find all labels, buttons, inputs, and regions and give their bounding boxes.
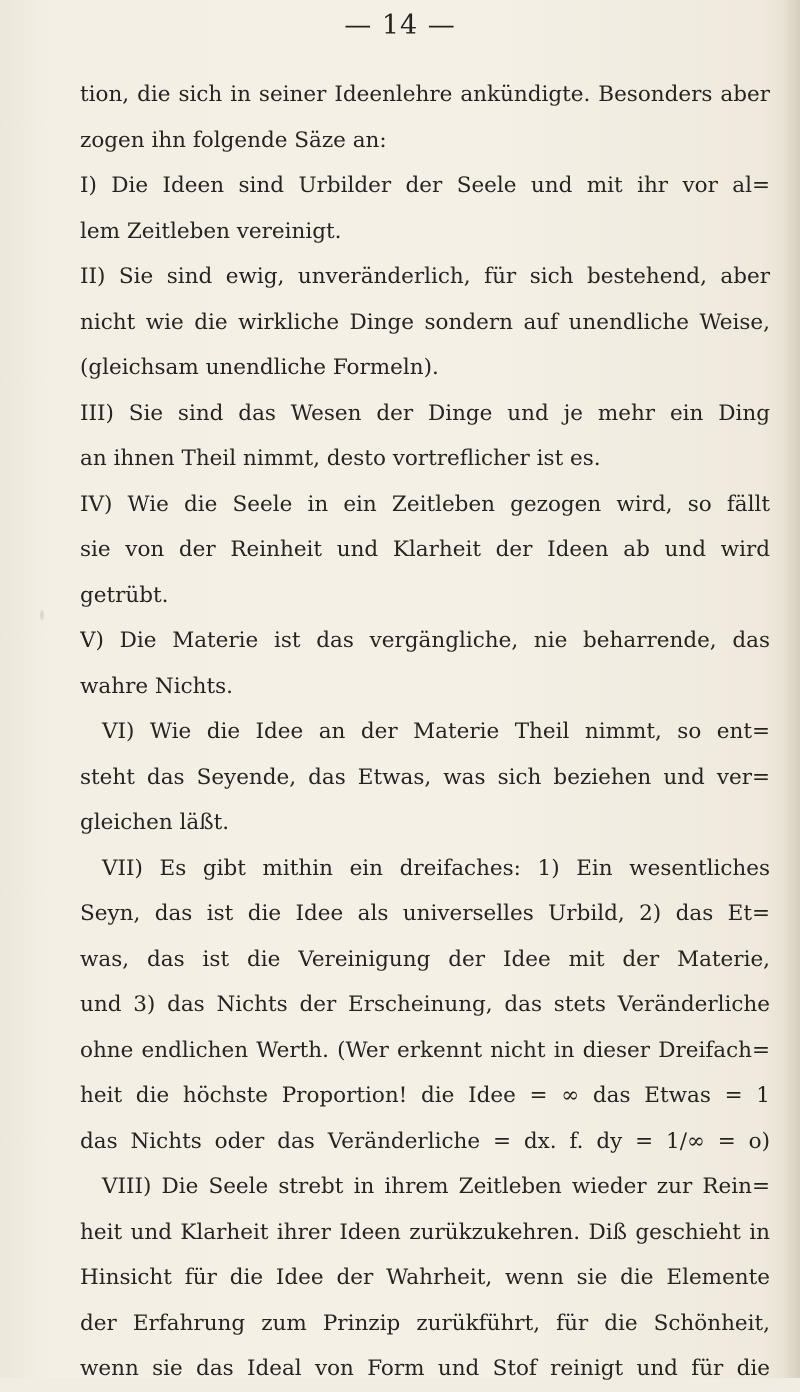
text-line: VII) Es gibt mithin ein dreifaches: 1) Ein wesentliches: [102, 855, 770, 881]
text-line: tion, die sich in seiner Ideenlehre ankündigte. Besonders aber: [80, 82, 770, 107]
text-line: steht das Seyende, das Etwas, was sich beziehen und ver=: [80, 764, 770, 790]
text-line: VI) Wie die Idee an der Materie Theil nimmt, so ent=: [102, 719, 770, 744]
paper-spot: [40, 610, 44, 620]
text-line: und 3) das Nichts der Erscheinung, das stets Veränderliche: [80, 992, 770, 1017]
text-line: das Nichts oder das Veränderliche = dx. f. dy = 1/∞ = o): [80, 1128, 770, 1154]
text-line: wahre Nichts.: [80, 673, 233, 699]
text-line: II) Sie sind ewig, unveränderlich, für sich bestehend, aber: [80, 264, 770, 289]
text-line: sie von der Reinheit und Klarheit der Ideen ab und wird: [80, 537, 770, 562]
body-text: [80, 72, 770, 1392]
text-line: I) Die Ideen sind Urbilder der Seele und mit ihr vor al=: [80, 173, 770, 198]
page-edge-shadow: [782, 0, 800, 1378]
page-number-header: — 14 —: [344, 10, 456, 41]
text-line: V) Die Materie ist das vergängliche, nie beharrende, das: [80, 628, 770, 653]
text-line: heit die höchste Proportion! die Idee = ∞ das Etwas = 1: [80, 1083, 770, 1108]
text-line: der Erfahrung zum Prinzip zurükführt, für die Schönheit,: [80, 1310, 770, 1336]
text-line: (gleichsam unendliche Formeln).: [80, 355, 439, 380]
paper-spot: [226, 1046, 232, 1052]
text-line: getrübt.: [80, 582, 169, 608]
text-line: ohne endlichen Werth. (Wer erkennt nicht in dieser Dreifach=: [80, 1037, 770, 1063]
text-line: lem Zeitleben vereinigt.: [80, 218, 342, 244]
text-line: Hinsicht für die Idee der Wahrheit, wenn sie die Elemente: [80, 1265, 770, 1290]
text-line: VIII) Die Seele strebt in ihrem Zeitleben wieder zur Rein=: [102, 1174, 770, 1199]
text-line: wenn sie das Ideal von Form und Stof reinigt und für die: [80, 1356, 770, 1381]
text-line: heit und Klarheit ihrer Ideen zurükzukehren. Diß geschieht in: [80, 1219, 770, 1245]
text-line: nicht wie die wirkliche Dinge sondern auf unendliche Weise,: [80, 309, 770, 335]
text-line: zogen ihn folgende Säze an:: [80, 127, 387, 153]
text-line: Seyn, das ist die Idee als universelles Urbild, 2) das Et=: [80, 901, 770, 926]
text-line: gleichen läßt.: [80, 810, 230, 835]
text-line: IV) Wie die Seele in ein Zeitleben gezogen wird, so fällt: [80, 491, 770, 517]
text-line: an ihnen Theil nimmt, desto vortreflicher ist es.: [80, 446, 601, 471]
text-line: III) Sie sind das Wesen der Dinge und je mehr ein Ding: [80, 400, 770, 426]
text-line: was, das ist die Vereinigung der Idee mit der Materie,: [80, 946, 770, 972]
